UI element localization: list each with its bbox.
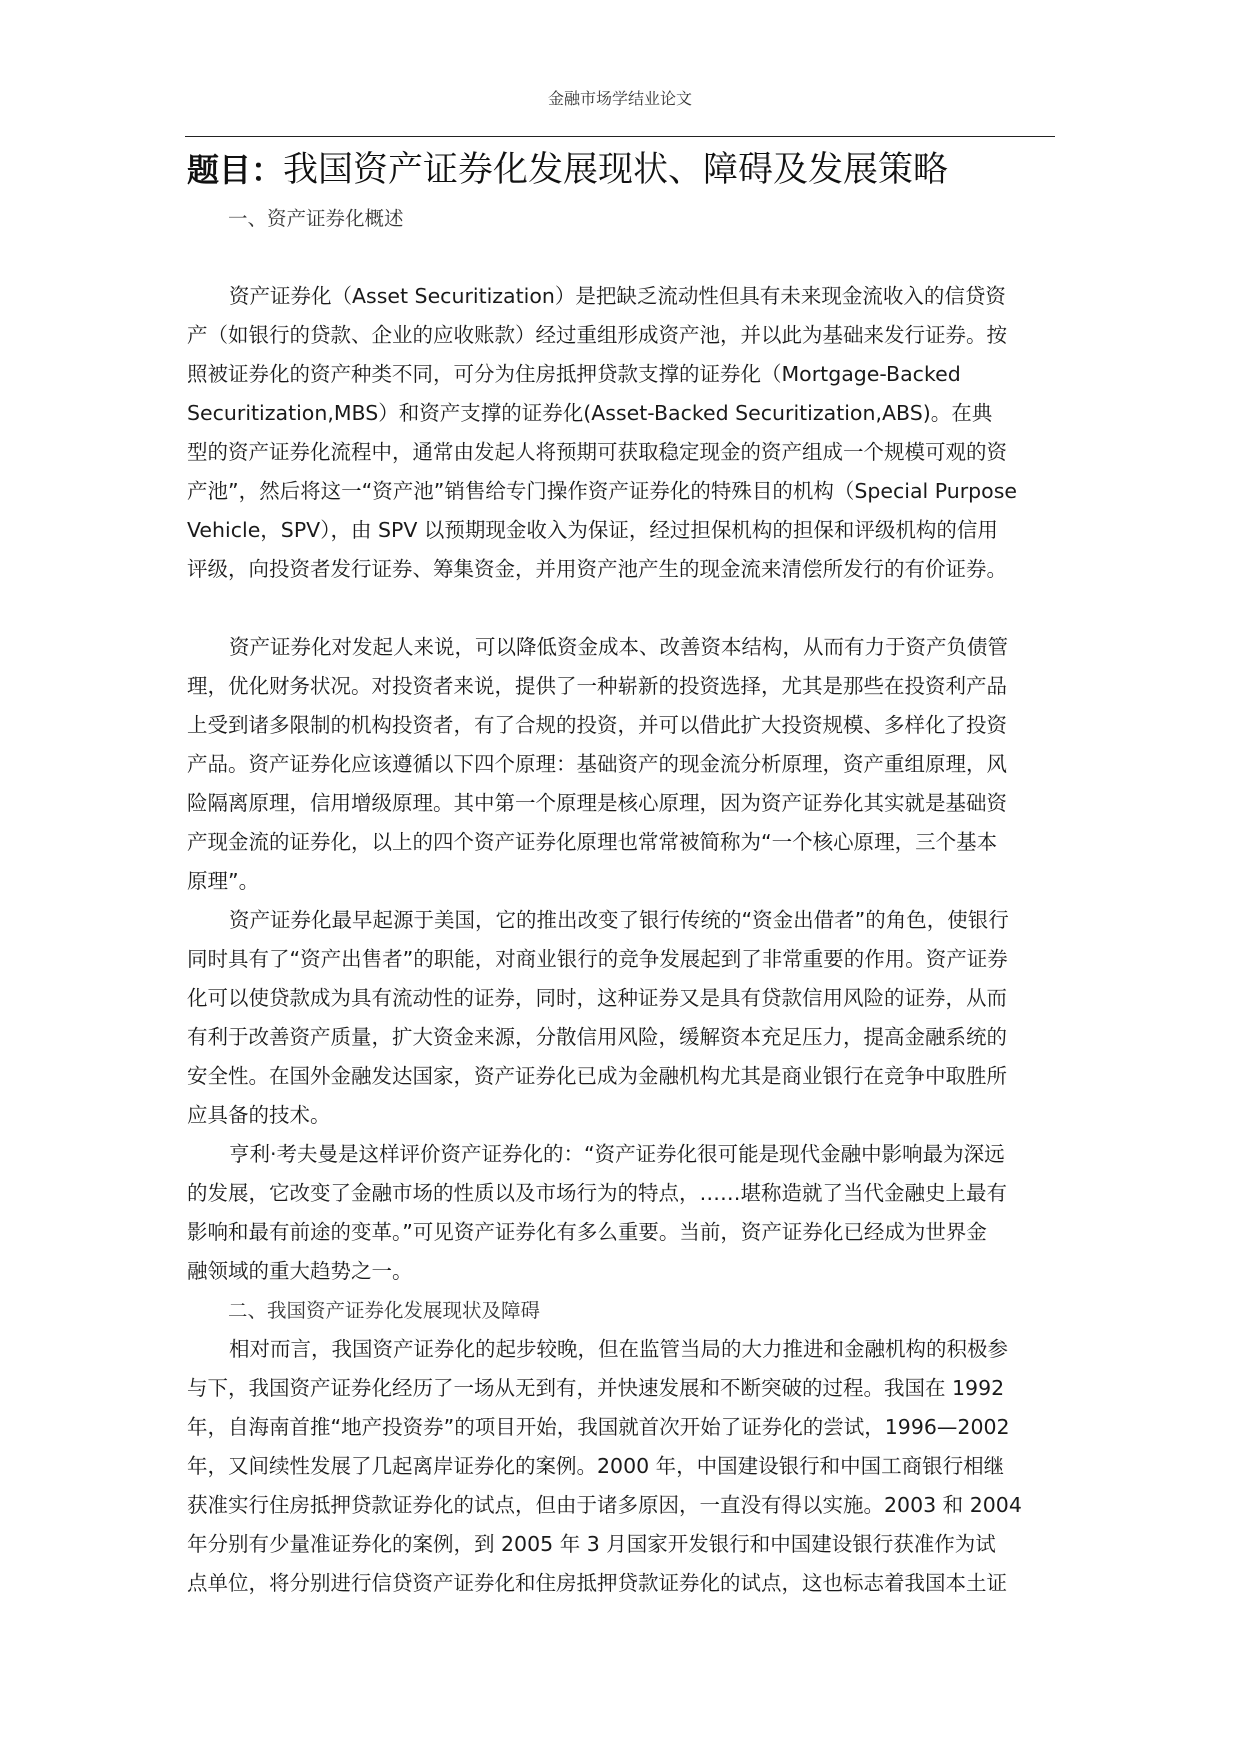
header-rule [185,136,1055,137]
paragraph-3-line: 有利于改善资产质量，扩大资金来源，分散信用风险，缓解资本充足压力，提高金融系统的 [187,1025,1007,1049]
paragraph-5-line: 获准实行住房抵押贷款证券化的试点，但由于诸多原因，一直没有得以实施。2003 和 2004 [187,1493,1022,1517]
title-label: 题目： [187,151,284,189]
paragraph-1-line: 评级，向投资者发行证券、筹集资金，并用资产池产生的现金流来清偿所发行的有价证券。 [187,557,1007,581]
section-heading-2: 二、我国资产证券化发展现状及障碍 [228,1299,541,1322]
paragraph-3-line: 资产证券化最早起源于美国，它的推出改变了银行传统的“资金出借者”的角色，使银行 [229,908,1009,932]
paragraph-3-line: 安全性。在国外金融发达国家，资产证券化已成为金融机构尤其是商业银行在竞争中取胜所 [187,1064,1007,1088]
paragraph-4-line: 亨利·考夫曼是这样评价资产证券化的：“资产证券化很可能是现代金融中影响最为深远 [229,1142,1005,1166]
paragraph-2-line: 上受到诸多限制的机构投资者，有了合规的投资，并可以借此扩大投资规模、多样化了投资 [187,713,1007,737]
paragraph-5-line: 相对而言，我国资产证券化的起步较晚，但在监管当局的大力推进和金融机构的积极参 [229,1337,1008,1361]
paragraph-2-line: 理，优化财务状况。对投资者来说，提供了一种崭新的投资选择，尤其是那些在投资利产品 [187,674,1007,698]
paragraph-5-line: 年分别有少量准证券化的案例，到 2005 年 3 月国家开发银行和中国建设银行获准作为试 [187,1532,996,1556]
paragraph-2-line: 产品。资产证券化应该遵循以下四个原理：基础资产的现金流分析原理，资产重组原理，风 [187,752,1007,776]
paragraph-1-line: 产池”，然后将这一“资产池”销售给专门操作资产证券化的特殊目的机构（Special Purpose [187,479,1018,503]
paragraph-4-line: 的发展，它改变了金融市场的性质以及市场行为的特点，……堪称造就了当代金融史上最有 [187,1181,1007,1205]
paragraph-3-line: 应具备的技术。 [187,1103,331,1127]
paragraph-3-line: 同时具有了“资产出售者”的职能，对商业银行的竞争发展起到了非常重要的作用。资产证券 [187,947,1008,971]
paragraph-1-line: Securitization,MBS）和资产支撑的证券化(Asset-Backed Securitization,ABS)。在典 [187,401,993,425]
paragraph-1-line: 型的资产证券化流程中，通常由发起人将预期可获取稳定现金的资产组成一个规模可观的资 [187,440,1007,464]
paragraph-2-line: 资产证券化对发起人来说，可以降低资金成本、改善资本结构，从而有力于资产负债管 [229,635,1008,659]
paragraph-1-line: Vehicle，SPV），由 SPV 以预期现金收入为保证，经过担保机构的担保和评级机构的信用 [187,518,998,542]
paragraph-2-line: 险隔离原理，信用增级原理。其中第一个原理是核心原理，因为资产证券化其实就是基础资 [187,791,1007,815]
paragraph-4-line: 影响和最有前途的变革。”可见资产证券化有多么重要。当前，资产证券化已经成为世界金 [187,1220,987,1244]
section-heading-1: 一、资产证券化概述 [228,207,404,230]
paragraph-5-line: 点单位，将分别进行信贷资产证券化和住房抵押贷款证券化的试点，这也标志着我国本土证 [187,1571,1007,1595]
paragraph-1-line: 照被证券化的资产种类不同，可分为住房抵押贷款支撑的证券化（Mortgage-Backed [187,362,961,386]
paragraph-2-line: 产现金流的证券化，以上的四个资产证券化原理也常常被简称为“一个核心原理，三个基本 [187,830,998,854]
title-text: 我国资产证券化发展现状、障碍及发展策略 [283,150,949,190]
document-title [187,146,1087,194]
paragraph-1-line: 资产证券化（Asset Securitization）是把缺乏流动性但具有未来现金流收入的信贷资 [229,284,1006,308]
paragraph-3-line: 化可以使贷款成为具有流动性的证券，同时，这种证券又是具有贷款信用风险的证券，从而 [187,986,1007,1010]
paragraph-1-line: 产（如银行的贷款、企业的应收账款）经过重组形成资产池，并以此为基础来发行证券。按 [187,323,1007,347]
paragraph-5-line: 年，自海南首推“地产投资券”的项目开始，我国就首次开始了证券化的尝试，1996—2002 [187,1415,1010,1439]
paragraph-2-line: 原理”。 [187,869,260,893]
paragraph-5-line: 与下，我国资产证券化经历了一场从无到有，并快速发展和不断突破的过程。我国在 1992 [187,1376,1005,1400]
paragraph-4-line: 融领域的重大趋势之一。 [187,1259,413,1283]
running-header: 金融市场学结业论文 [547,89,692,108]
paragraph-5-line: 年，又间续性发展了几起离岸证券化的案例。2000 年，中国建设银行和中国工商银行相继 [187,1454,1005,1478]
